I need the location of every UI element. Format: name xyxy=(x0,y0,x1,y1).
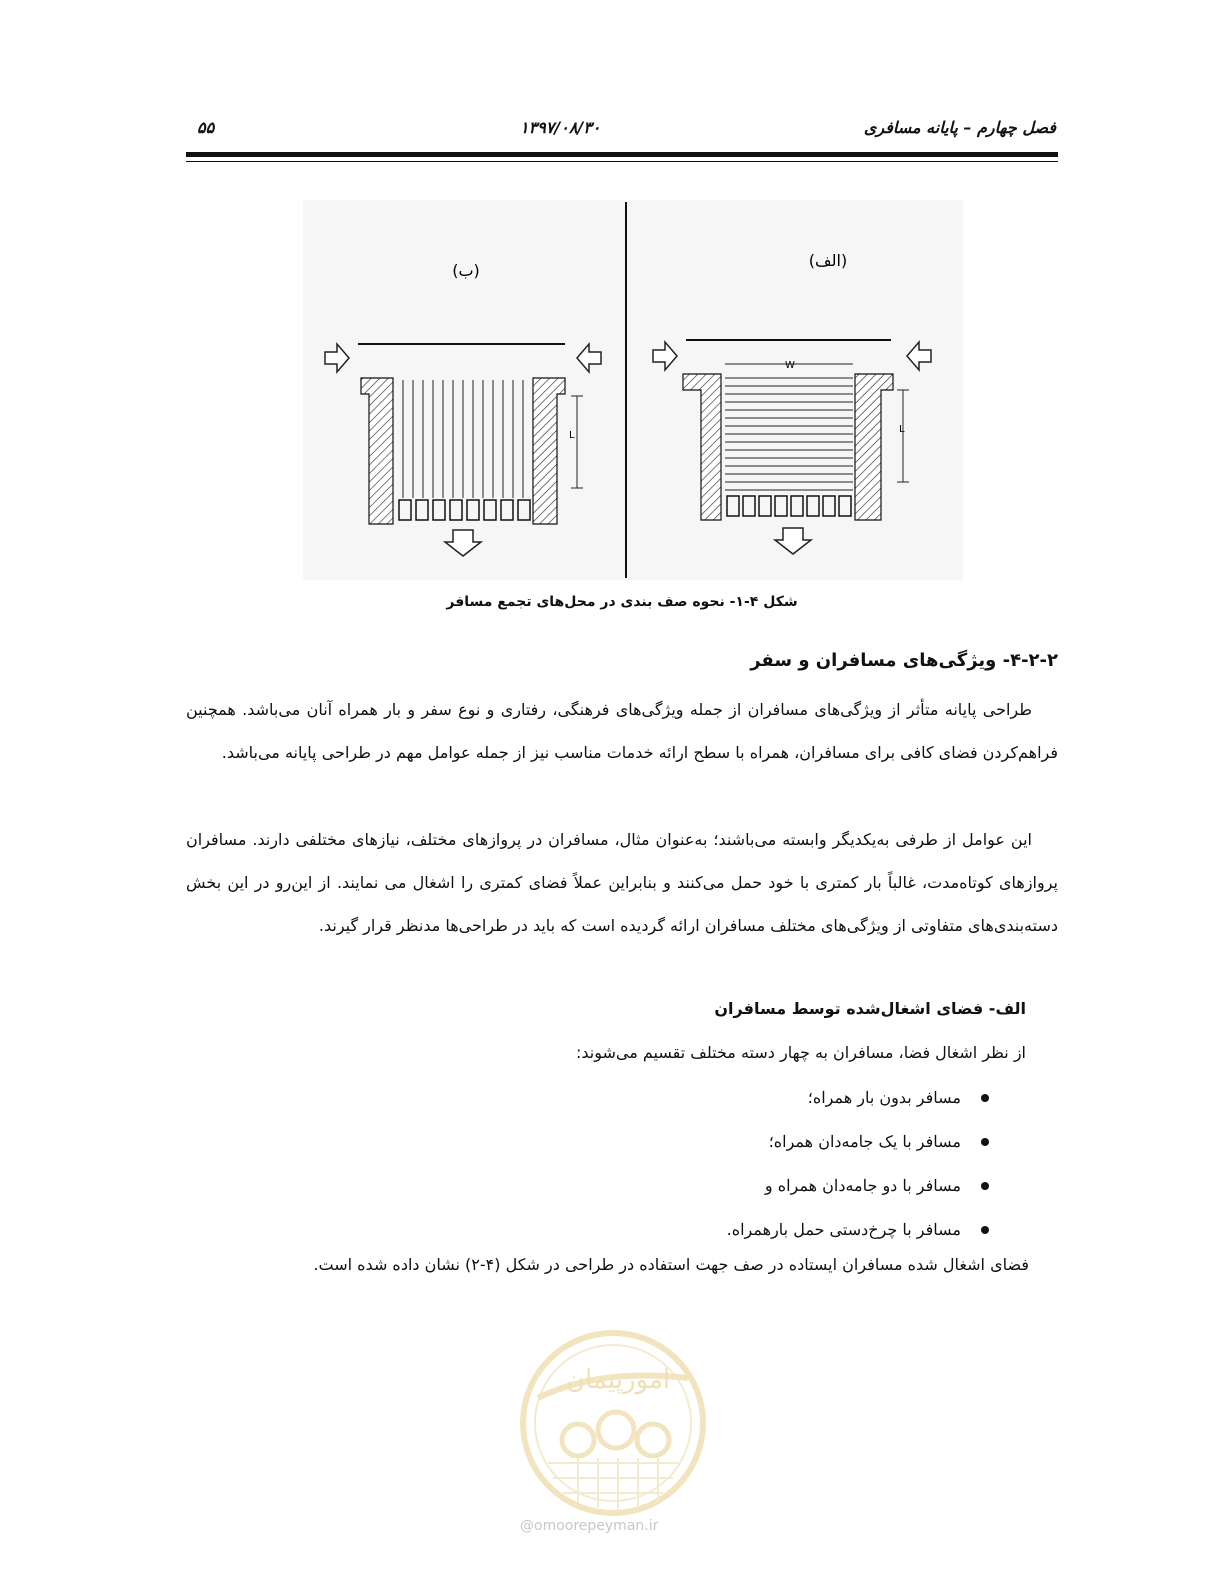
section-heading: ۴-۲-۲- ویژگی‌های مسافران و سفر xyxy=(750,650,1058,671)
page-number: ۵۵ xyxy=(197,118,215,137)
queue-lines-alef xyxy=(725,378,853,490)
list-item: مسافر با دو جامه‌دان همراه و xyxy=(389,1164,989,1208)
figure-caption: شکل ۴-۱- نحوه صف بندی در محل‌های تجمع مسافر xyxy=(446,594,798,610)
list-item: مسافر بدون بار همراه؛ xyxy=(389,1076,989,1120)
list-intro: از نظر اشغال فضا، مسافران به چهار دسته مختلف تقسیم می‌شوند: xyxy=(576,1043,1026,1062)
wall-right-alef xyxy=(855,374,893,520)
paragraph-1-text: طراحی پایانه متأثر از ویژگی‌های مسافران از جمله ویژگی‌های فرهنگی، رفتاری و نوع سفر و بار همراه آنان می‌باشد. همچنین فراهم‌کردن فضای کافی برای مسافران، همراه با سطح ارائه خدمات مناسب نیز از جمله عوامل مهم در طراحی پایانه می‌باشد. xyxy=(186,700,1058,762)
paragraph-1 xyxy=(186,688,1058,774)
watermark-url: @omoorepeyman.ir xyxy=(520,1518,659,1534)
arrow-out-alef xyxy=(775,528,811,554)
wall-right-b xyxy=(533,378,565,524)
dim-l-label-b: L xyxy=(569,430,575,441)
bullet-icon xyxy=(981,1138,989,1146)
list-item: مسافر با یک جامه‌دان همراه؛ xyxy=(389,1120,989,1164)
passengers-b xyxy=(399,500,530,520)
chapter-title: فصل چهارم – پایانه مسافری xyxy=(863,118,1056,137)
paragraph-2 xyxy=(186,818,1058,947)
passengers-alef xyxy=(727,496,851,516)
svg-text:امورپیمان: امورپیمان xyxy=(565,1365,671,1395)
arrow-out-b xyxy=(445,530,481,556)
bullet-icon xyxy=(981,1094,989,1102)
list-item: مسافر با چرخ‌دستی حمل بارهمراه. xyxy=(389,1208,989,1252)
passenger-category-list xyxy=(389,1076,989,1252)
arrow-in-right-alef xyxy=(907,342,931,370)
label-b: (ب) xyxy=(452,261,480,280)
header-rule-thin xyxy=(186,161,1058,162)
label-alef: (الف) xyxy=(808,251,848,270)
dim-w-label-alef: W xyxy=(785,360,795,371)
wall-left-b xyxy=(361,378,393,524)
wall-left-alef xyxy=(683,374,721,520)
bullet-icon xyxy=(981,1226,989,1234)
queue-figure xyxy=(303,200,963,580)
header-date: ۱۳۹۷/۰۸/۳۰ xyxy=(520,118,601,137)
closing-sentence: فضای اشغال شده مسافران ایستاده در صف جهت استفاده در طراحی در شکل (۴-۲) نشان داده شده است. xyxy=(313,1255,1029,1274)
arrow-in-left-alef xyxy=(653,342,677,370)
header-rule-thick xyxy=(186,152,1058,157)
watermark-logo xyxy=(508,1328,718,1518)
subheading: الف- فضای اشغال‌شده توسط مسافران xyxy=(714,999,1026,1018)
dim-l-label-alef: L xyxy=(899,424,905,435)
bullet-icon xyxy=(981,1182,989,1190)
arrow-in-right-b xyxy=(577,344,601,372)
arrow-in-left-b xyxy=(325,344,349,372)
queue-lines-b xyxy=(403,380,523,498)
paragraph-2-text: این عوامل از طرفی به‌یکدیگر وابسته می‌باشند؛ به‌عنوان مثال، مسافران در پروازهای مختلف، نیازهای مختلفی دارند. مسافران پروازهای کوتاه‌مدت، غالباً بار کمتری با خود حمل می‌کنند و بنابراین عملاً فضای کمتری را اشغال می نمایند. از این‌رو در این بخش دسته‌بندی‌های متفاوتی از ویژگی‌های مختلف مسافران ارائه گردیده است که باید در طراحی‌ها مدنظر قرار گیرند. xyxy=(186,830,1058,935)
